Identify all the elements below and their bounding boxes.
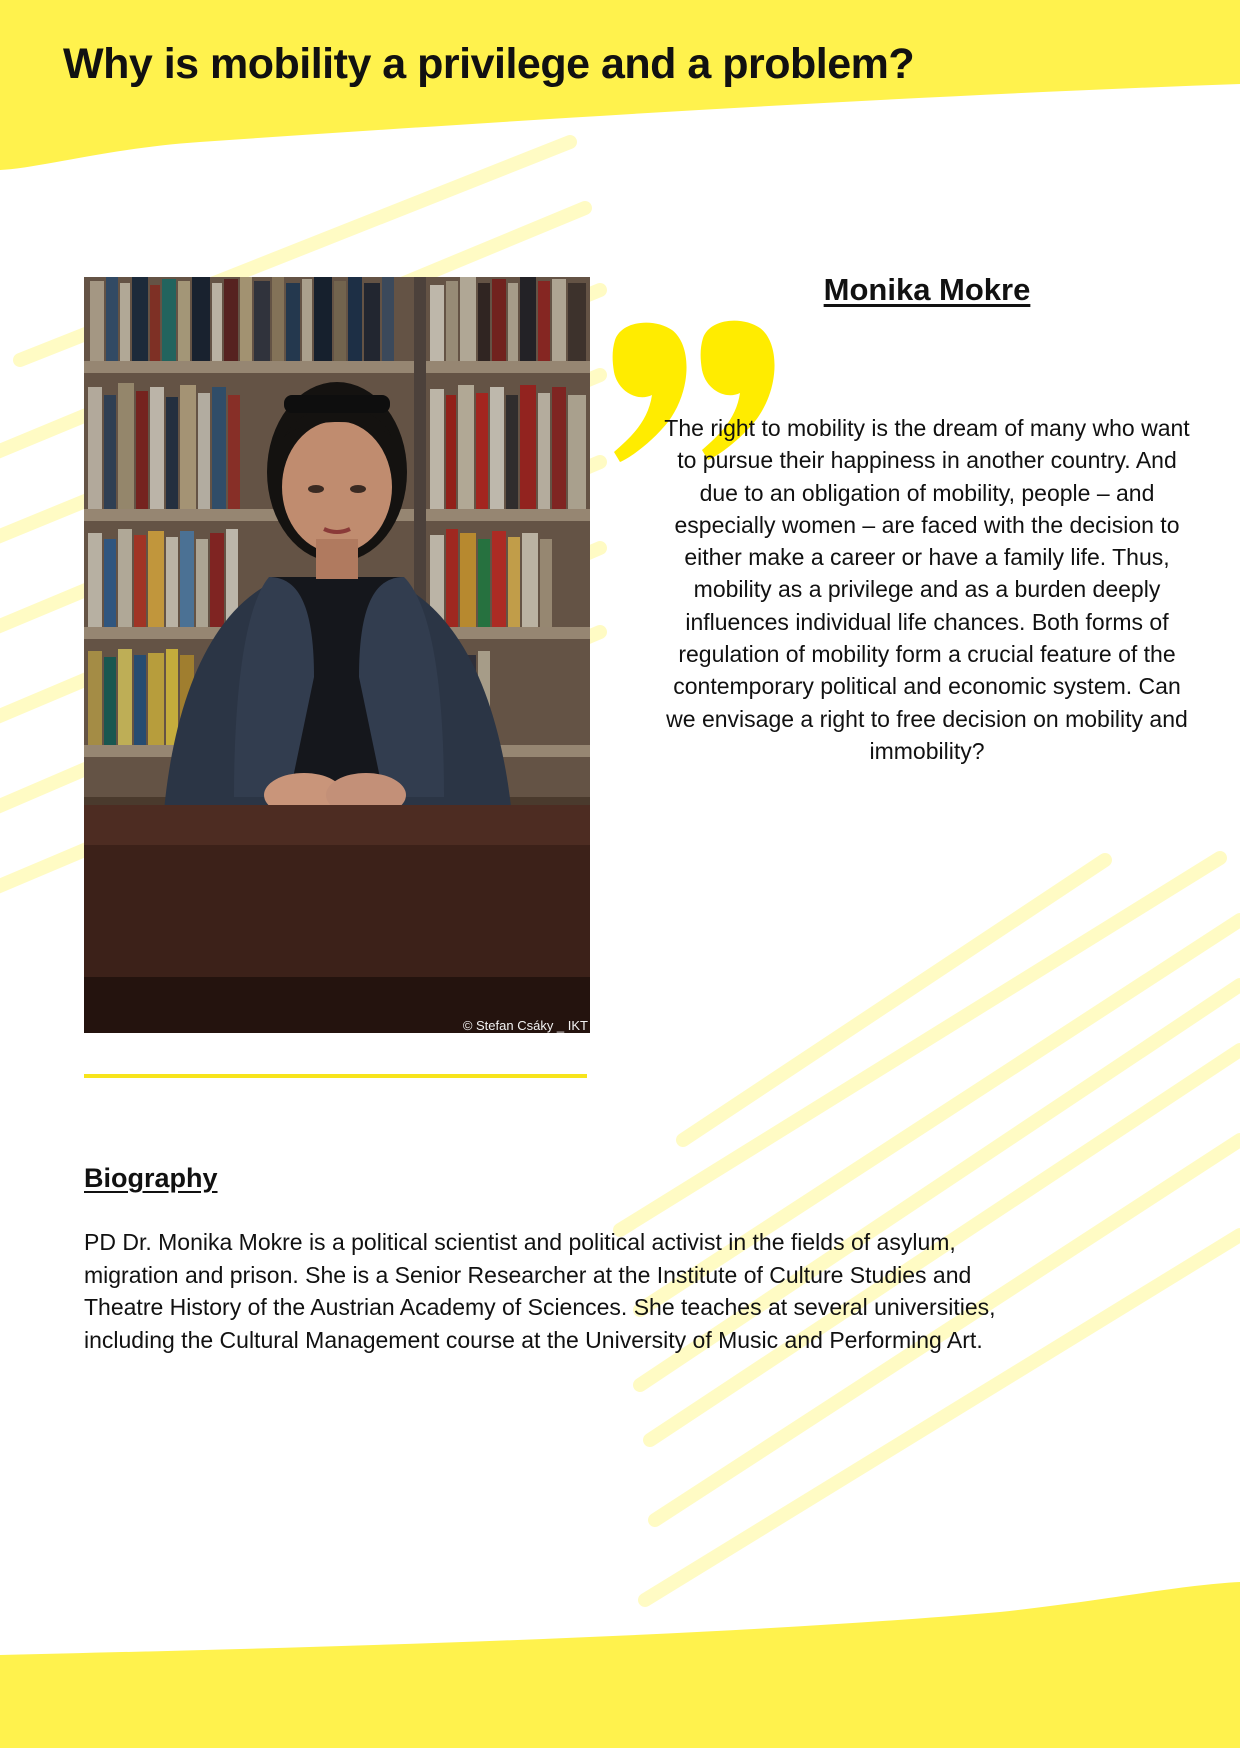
- biography-text: PD Dr. Monika Mokre is a political scientist and political activist in the fields of asylum, migration and prison. She is a Senior Researcher at the Institute of Culture Studies and Theatre History of the Austrian Academy of Sciences. She teaches at several universities, including the Cultural Management course at the University of Music and Performing Art.: [84, 1229, 996, 1353]
- speaker-quote: The right to mobility is the dream of many who want to pursue their happiness in another country. And due to an obligation of mobility, people – and especially women – are faced with the decision to either make a career or have a family life. Thus, mobility as a privilege and as a burden deeply influences individual life chances. Both forms of regulation of mobility form a crucial feature of the contemporary political and economic system. Can we envisage a right to free decision on mobility and immobility?: [664, 415, 1190, 764]
- page-title: Why is mobility a privilege and a problem?: [63, 40, 915, 88]
- speaker-name: Monika Mokre: [823, 272, 1031, 307]
- section-divider: [84, 1074, 587, 1078]
- bottom-yellow-band: [0, 1582, 1240, 1748]
- biography-heading: Biography: [84, 1163, 218, 1193]
- photo-credit: © Stefan Csáky _ IKT: [462, 1018, 588, 1033]
- speaker-photo: [84, 277, 590, 1033]
